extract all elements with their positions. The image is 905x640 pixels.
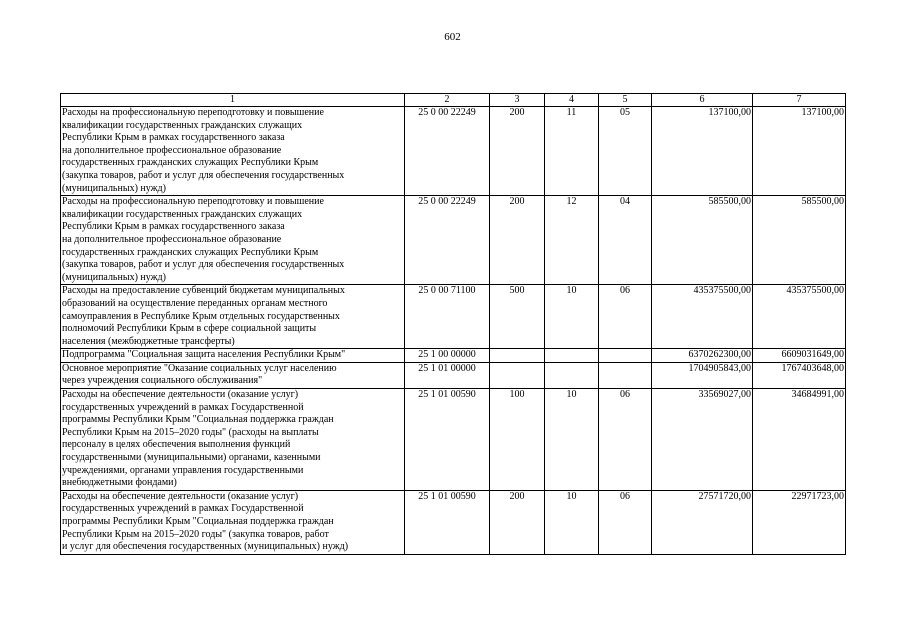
description-line: и услуг для обеспечения государственных (муниципальных) нужд) — [62, 541, 349, 553]
description-line: Расходы на профессиональную переподготовку и повышение — [62, 196, 324, 208]
amount-year1-cell: 137100,00 — [652, 107, 753, 196]
budget-code-cell: 25 0 00 22249 — [405, 196, 490, 285]
description-line: Основное мероприятие "Оказание социальных услуг населению — [62, 362, 337, 374]
table-row — [61, 362, 846, 388]
budget-code-cell: 25 0 00 22249 — [405, 107, 490, 196]
budget-code-cell: 25 1 01 00590 — [405, 490, 490, 554]
budget-code-cell: 25 1 01 00000 — [405, 362, 490, 388]
description-line: государственных гражданских служащих Республики Крым — [62, 246, 319, 258]
description-line: государственных гражданских служащих Республики Крым — [62, 157, 319, 169]
table-header-row — [61, 94, 846, 107]
table-row — [61, 196, 846, 285]
page-number: 602 — [444, 31, 461, 43]
description-line: государственных учреждений в рамках Государственной — [62, 503, 304, 515]
expense-type-cell: 200 — [490, 490, 545, 554]
subsection-cell: 04 — [599, 196, 652, 285]
description-line: на дополнительное профессиональное образование — [62, 144, 282, 156]
section-cell: 11 — [545, 107, 599, 196]
description-line: Республики Крым в рамках государственного заказа — [62, 132, 285, 144]
amount-year2-cell: 585500,00 — [753, 196, 846, 285]
description-line: государственными (муниципальными) органами, казенными — [62, 452, 321, 464]
expense-type-cell: 500 — [490, 285, 545, 349]
description-line: на дополнительное профессиональное образование — [62, 233, 282, 245]
description-line: Расходы на обеспечение деятельности (оказание услуг) — [62, 490, 299, 502]
row-description — [61, 285, 405, 349]
subsection-cell: 06 — [599, 389, 652, 491]
amount-year1-cell: 27571720,00 — [652, 490, 753, 554]
description-line: Расходы на обеспечение деятельности (оказание услуг) — [62, 389, 299, 401]
description-line: Республики Крым на 2015–2020 годы" (расходы на выплаты — [62, 426, 319, 438]
amount-year2-cell: 34684991,00 — [753, 389, 846, 491]
expense-type-cell — [490, 349, 545, 363]
description-line: персоналу в целях обеспечения выполнения функций — [62, 439, 291, 451]
header-cell: 7 — [753, 94, 846, 107]
table-row — [61, 107, 846, 196]
amount-year1-cell: 6370262300,00 — [652, 349, 753, 363]
description-line: населения (межбюджетные трансферты) — [62, 335, 235, 347]
amount-year2-cell: 435375500,00 — [753, 285, 846, 349]
row-description — [61, 490, 405, 554]
budget-code-cell: 25 1 01 00590 — [405, 389, 490, 491]
section-cell: 10 — [545, 285, 599, 349]
section-cell — [545, 362, 599, 388]
expense-type-cell — [490, 362, 545, 388]
table-row — [61, 389, 846, 491]
subsection-cell: 05 — [599, 107, 652, 196]
header-cell: 1 — [61, 94, 405, 107]
table-row — [61, 285, 846, 349]
row-description — [61, 362, 405, 388]
expense-type-cell: 200 — [490, 196, 545, 285]
description-line: (закупка товаров, работ и услуг для обеспечения государственных — [62, 259, 345, 271]
amount-year2-cell: 6609031649,00 — [753, 349, 846, 363]
amount-year1-cell: 435375500,00 — [652, 285, 753, 349]
description-line: (закупка товаров, работ и услуг для обеспечения государственных — [62, 169, 345, 181]
description-line: Подпрограмма "Социальная защита населения Республики Крым" — [62, 349, 346, 361]
description-line: Расходы на предоставление субвенций бюджетам муниципальных — [62, 285, 345, 297]
expense-type-cell: 200 — [490, 107, 545, 196]
budget-code-cell: 25 0 00 71100 — [405, 285, 490, 349]
amount-year2-cell: 22971723,00 — [753, 490, 846, 554]
amount-year1-cell: 585500,00 — [652, 196, 753, 285]
expense-type-cell: 100 — [490, 389, 545, 491]
description-line: государственных учреждений в рамках Государственной — [62, 401, 304, 413]
header-cell: 4 — [545, 94, 599, 107]
table-row — [61, 349, 846, 363]
description-line: Расходы на профессиональную переподготовку и повышение — [62, 107, 324, 118]
description-line: программы Республики Крым "Социальная поддержка граждан — [62, 414, 334, 426]
description-line: программы Республики Крым "Социальная поддержка граждан — [62, 516, 334, 527]
amount-year2-cell: 137100,00 — [753, 107, 846, 196]
amount-year1-cell: 1704905843,00 — [652, 362, 753, 388]
section-cell — [545, 349, 599, 363]
header-cell: 6 — [652, 94, 753, 107]
row-description — [61, 389, 405, 491]
description-line: полномочий Республики Крым в сфере социальной защиты — [62, 323, 317, 335]
header-cell: 3 — [490, 94, 545, 107]
header-cell: 2 — [405, 94, 490, 107]
table-row — [61, 490, 846, 554]
subsection-cell — [599, 362, 652, 388]
amount-year1-cell: 33569027,00 — [652, 389, 753, 491]
description-line: учреждениями, органами управления государственными — [62, 464, 304, 476]
description-line: внебюджетными фондами) — [62, 477, 177, 489]
subsection-cell — [599, 349, 652, 363]
description-line: квалификации государственных гражданских служащих — [62, 119, 303, 131]
description-line: (муниципальных) нужд) — [62, 271, 166, 283]
description-line: Республики Крым на 2015–2020 годы" (закупка товаров, работ — [62, 528, 329, 540]
header-cell: 5 — [599, 94, 652, 107]
section-cell: 10 — [545, 389, 599, 491]
description-line: (муниципальных) нужд) — [62, 182, 166, 194]
row-description — [61, 107, 405, 196]
row-description — [61, 196, 405, 285]
description-line: самоуправления в Республике Крым отдельных государственных — [62, 310, 340, 322]
subsection-cell: 06 — [599, 490, 652, 554]
section-cell: 10 — [545, 490, 599, 554]
section-cell: 12 — [545, 196, 599, 285]
amount-year2-cell: 1767403648,00 — [753, 362, 846, 388]
description-line: через учреждения социального обслуживания" — [62, 375, 263, 387]
budget-table — [60, 93, 846, 555]
row-description — [61, 349, 405, 363]
budget-code-cell: 25 1 00 00000 — [405, 349, 490, 363]
subsection-cell: 06 — [599, 285, 652, 349]
table-body — [61, 94, 846, 555]
description-line: Республики Крым в рамках государственного заказа — [62, 221, 285, 233]
description-line: образований на осуществление переданных органам местного — [62, 297, 328, 309]
description-line: квалификации государственных гражданских служащих — [62, 208, 303, 220]
